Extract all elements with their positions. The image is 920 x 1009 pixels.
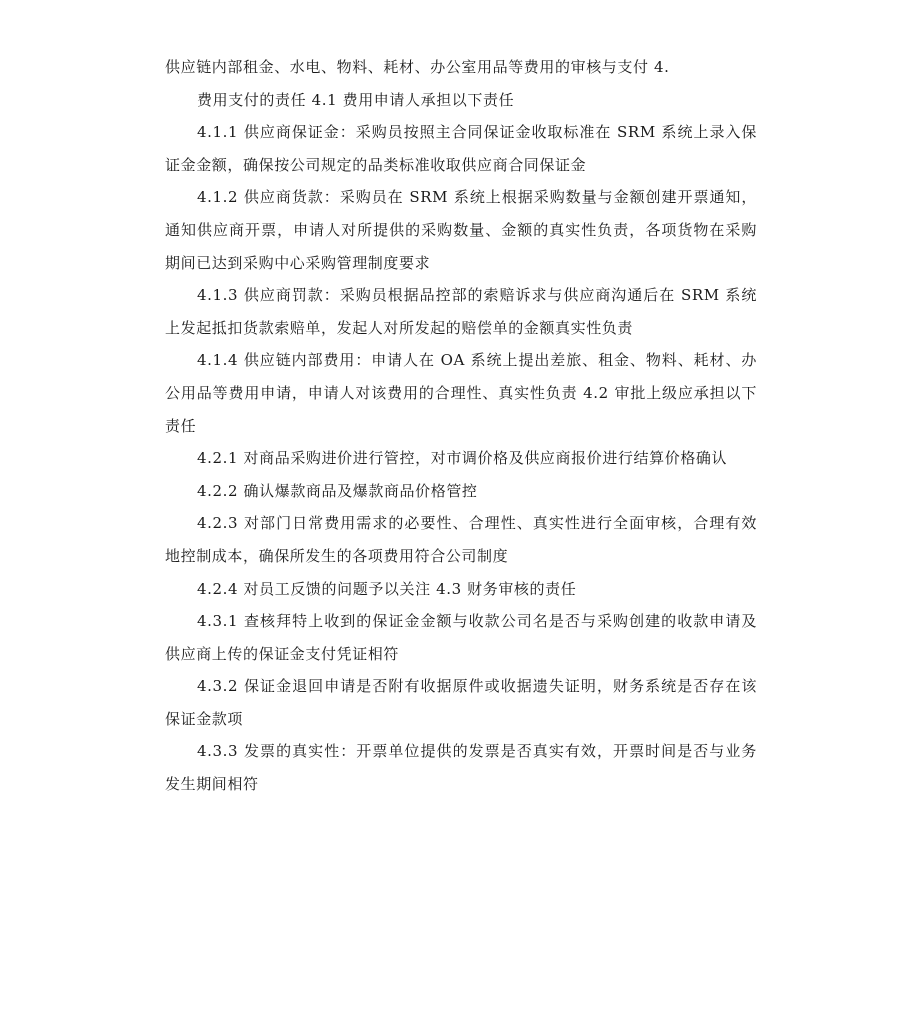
paragraph-12: 4.3.2 保证金退回申请是否附有收据原件或收据遗失证明，财务系统是否存在该保证金款项 (165, 677, 757, 728)
paragraph-8: 4.2.2 确认爆款商品及爆款商品价格管控 (197, 481, 478, 500)
document-body (165, 51, 757, 801)
paragraph-2: 费用支付的责任 4.1 费用申请人承担以下责任 (197, 90, 515, 109)
paragraph-4: 4.1.2 供应商货款：采购员在 SRM 系统上根据采购数量与金额创建开票通知，通知供应商开票，申请人对所提供的采购数量、金额的真实性负责，各项货物在采购期间已达到采购中心采购管理制度要求 (165, 188, 757, 272)
paragraph-5: 4.1.3 供应商罚款：采购员根据品控部的索赔诉求与供应商沟通后在 SRM 系统上发起抵扣货款索赔单，发起人对所发起的赔偿单的金额真实性负责 (165, 286, 757, 337)
paragraph-3: 4.1.1 供应商保证金：采购员按照主合同保证金收取标准在 SRM 系统上录入保证金金额，确保按公司规定的品类标准收取供应商合同保证金 (165, 123, 757, 174)
paragraph-1: 供应链内部租金、水电、物料、耗材、办公室用品等费用的审核与支付 4. (165, 58, 670, 76)
paragraph-13: 4.3.3 发票的真实性：开票单位提供的发票是否真实有效，开票时间是否与业务发生期间相符 (165, 742, 757, 794)
paragraph-7: 4.2.1 对商品采购进价进行管控，对市调价格及供应商报价进行结算价格确认 (197, 449, 728, 468)
paragraph-11: 4.3.1 查核拜特上收到的保证金金额与收款公司名是否与采购创建的收款申请及供应商上传的保证金支付凭证相符 (165, 612, 757, 663)
paragraph-10: 4.2.4 对员工反馈的问题予以关注 4.3 财务审核的责任 (197, 579, 577, 598)
paragraph-6: 4.1.4 供应链内部费用：申请人在 OA 系统上提出差旅、租金、物料、耗材、办公用品等费用申请，申请人对该费用的合理性、真实性负责 4.2 审批上级应承担以下责任 (165, 351, 757, 435)
paragraph-9: 4.2.3 对部门日常费用需求的必要性、合理性、真实性进行全面审核，合理有效地控制成本，确保所发生的各项费用符合公司制度 (165, 514, 757, 565)
